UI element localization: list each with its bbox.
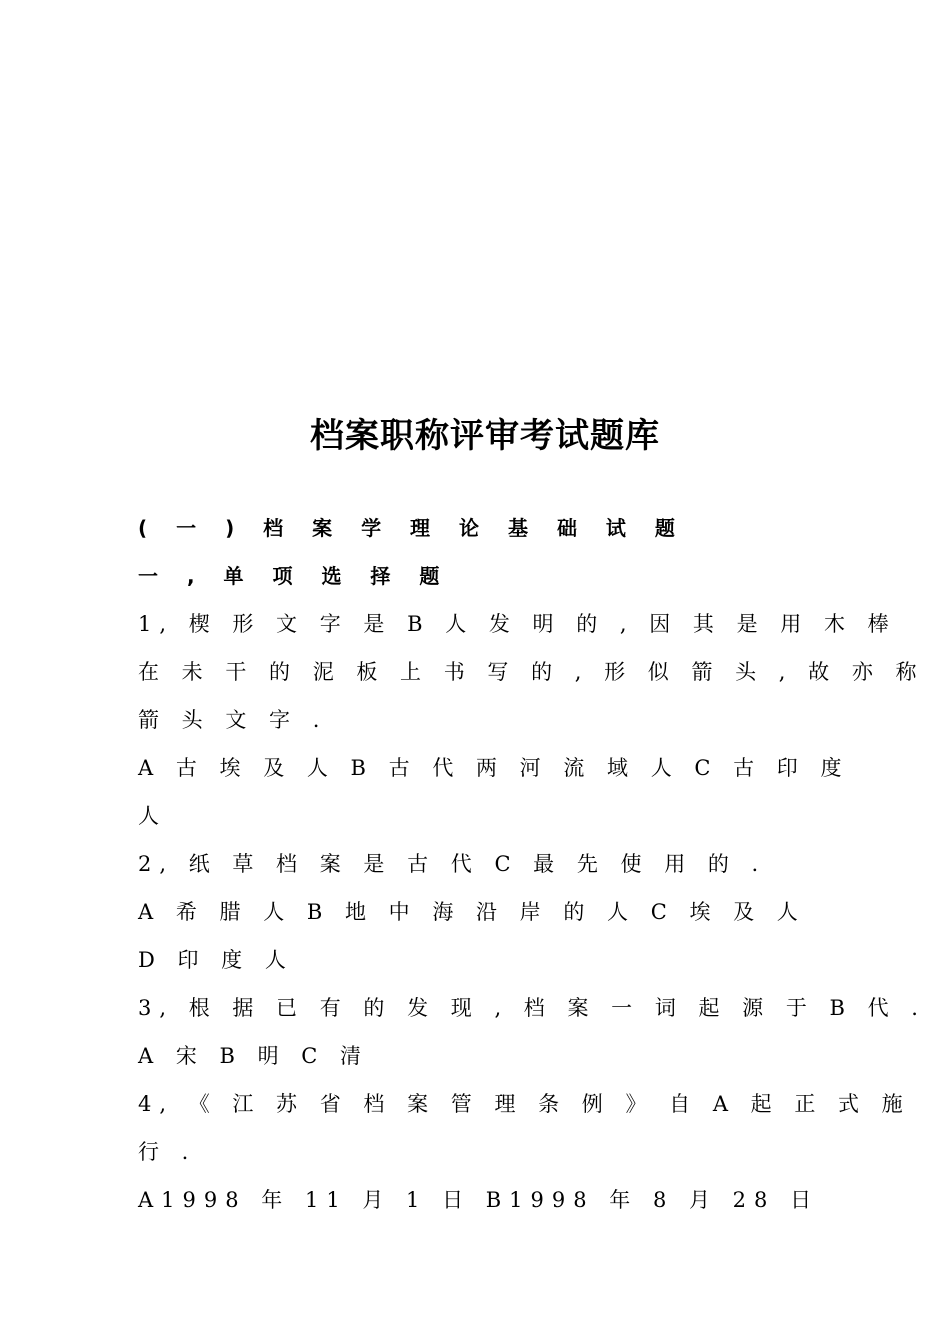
answer-options-line: A 宋 B 明 C 清 [138, 1044, 370, 1068]
question-line: 2, 纸 草 档 案 是 古 代 C 最 先 使 用 的 . [138, 852, 767, 876]
subsection-heading: 一 , 单 项 选 择 题 [138, 564, 451, 588]
answer-options-line: A 古 埃 及 人 B 古 代 两 河 流 域 人 C 古 印 度 [138, 756, 850, 780]
question-line: 箭 头 文 字 . [138, 708, 328, 732]
answer-options-line: A1998 年 11 月 1 日 B1998 年 8 月 28 日 [138, 1188, 820, 1212]
answer-options-line: D 印 度 人 [138, 948, 294, 972]
question-line: 4, 《 江 苏 省 档 案 管 理 条 例 》 自 A 起 正 式 施 [138, 1092, 911, 1116]
answer-options-line: 人 [138, 804, 167, 828]
document-title: 档案职称评审考试题库 [310, 416, 660, 456]
question-line: 在 未 干 的 泥 板 上 书 写 的 , 形 似 箭 头 , 故 亦 称 [138, 660, 925, 684]
question-line: 行 . [138, 1140, 197, 1164]
section-heading: ( 一 ) 档 案 学 理 论 基 础 试 题 [138, 516, 686, 540]
question-line: 3, 根 据 已 有 的 发 现 , 档 案 一 词 起 源 于 B 代 . [138, 996, 926, 1020]
question-line: 1, 楔 形 文 字 是 B 人 发 明 的 , 因 其 是 用 木 棒 [138, 612, 897, 636]
answer-options-line: A 希 腊 人 B 地 中 海 沿 岸 的 人 C 埃 及 人 [138, 900, 806, 924]
